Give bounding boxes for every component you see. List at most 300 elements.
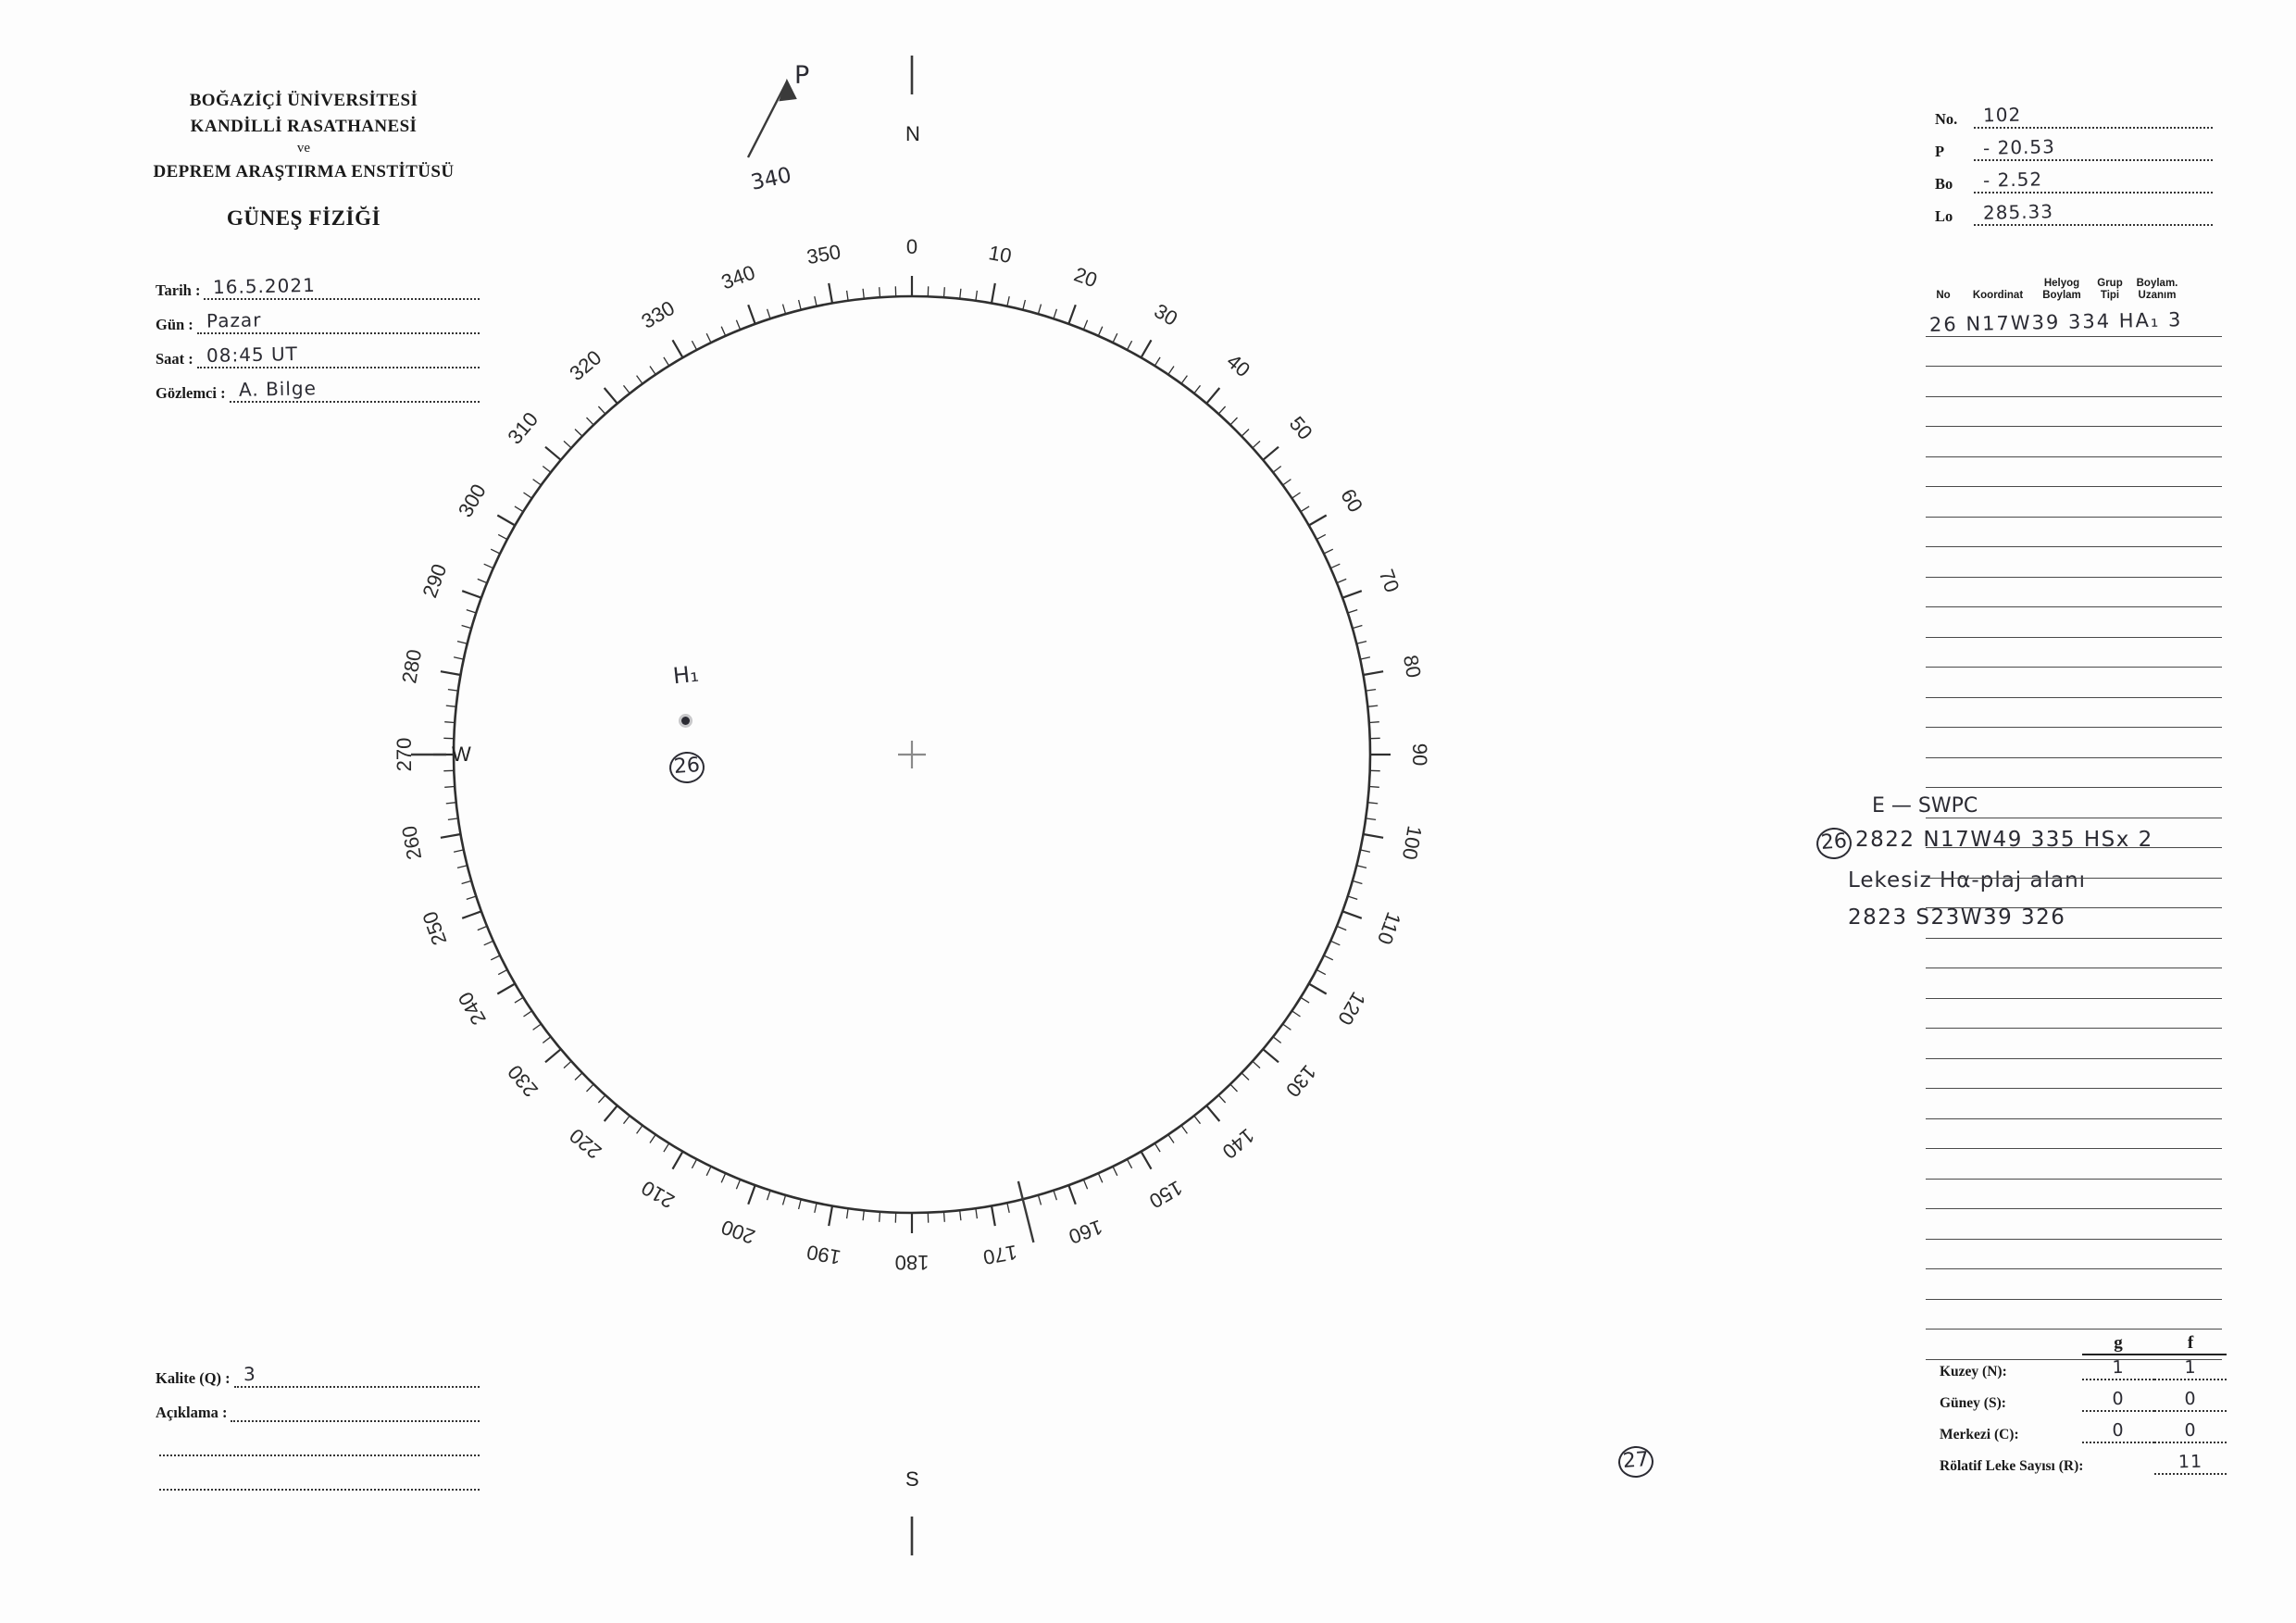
limb-degree-label: 20 [1070, 262, 1101, 293]
limb-minor-tick [1366, 818, 1376, 820]
limb-minor-tick [446, 705, 456, 706]
limb-minor-tick [575, 430, 582, 437]
summary-north-g-value: 1 [2112, 1356, 2125, 1379]
limb-minor-tick [863, 289, 864, 299]
table-row[interactable] [1926, 1240, 2222, 1270]
limb-major-tick [1206, 1105, 1219, 1121]
field-bo[interactable] [1935, 168, 2213, 194]
limb-minor-tick [799, 1199, 802, 1209]
table-row[interactable] [1926, 939, 2222, 969]
limb-minor-tick [491, 955, 500, 960]
limb-degree-label: 260 [397, 824, 427, 862]
table-row[interactable] [1926, 999, 2222, 1030]
limb-minor-tick [976, 291, 978, 301]
table-row[interactable] [1926, 1059, 2222, 1090]
limb-minor-tick [706, 333, 711, 343]
limb-major-tick [748, 305, 755, 324]
field-saat-value: 08:45 UT [206, 342, 298, 368]
table-row[interactable] [1926, 968, 2222, 999]
limb-minor-tick [1242, 430, 1249, 437]
limb-degree-label: 310 [503, 407, 543, 449]
summary-center-f[interactable] [2154, 1419, 2227, 1443]
limb-degree-label: 0 [905, 234, 918, 258]
field-gun-value: Pazar [206, 308, 262, 332]
limb-minor-tick [1098, 1173, 1103, 1182]
limb-minor-tick [1369, 722, 1379, 723]
south-label: S [905, 1467, 919, 1491]
limb-minor-tick [1360, 657, 1370, 659]
table-row[interactable] [1926, 1300, 2222, 1330]
limb-major-tick [497, 984, 515, 994]
limb-degree-label: 10 [987, 241, 1014, 268]
limb-minor-tick [815, 1203, 817, 1213]
limb-minor-tick [815, 296, 817, 306]
field-bo-value: - 2.52 [1982, 168, 2043, 192]
limb-minor-tick [543, 467, 551, 473]
limb-major-tick [1364, 671, 1384, 675]
limb-degree-label: 210 [637, 1176, 679, 1214]
limb-minor-tick [1348, 896, 1357, 899]
field-tarih-value: 16.5.2021 [213, 273, 317, 299]
limb-minor-tick [484, 941, 493, 945]
limb-degree-label: 30 [1150, 298, 1182, 331]
limb-minor-tick [637, 376, 643, 384]
p-arrow-value: 340 [748, 163, 794, 195]
limb-minor-tick [454, 850, 464, 852]
limb-minor-tick [1098, 327, 1103, 336]
limb-major-tick [462, 911, 481, 918]
field-p-value: - 20.53 [1982, 135, 2056, 159]
limb-major-tick [1309, 984, 1327, 994]
table-row[interactable] [1926, 1119, 2222, 1150]
field-no[interactable] [1935, 103, 2213, 129]
field-p[interactable] [1935, 135, 2213, 161]
limb-major-tick [673, 1152, 683, 1169]
summary-column-f: f [2154, 1333, 2227, 1355]
limb-major-tick [748, 1185, 755, 1205]
limb-minor-tick [960, 1210, 961, 1220]
limb-minor-tick [478, 579, 487, 582]
pencil-position-mark [1018, 1181, 1034, 1242]
limb-minor-tick [783, 305, 786, 315]
limb-minor-tick [533, 1024, 542, 1030]
limb-major-tick [462, 591, 481, 598]
table-row[interactable] [1926, 337, 2222, 368]
limb-minor-tick [767, 309, 770, 318]
field-gozlemci-label: Gözlemci : [156, 384, 226, 402]
limb-minor-tick [467, 610, 476, 613]
summary-south-g[interactable] [2082, 1388, 2154, 1412]
limb-minor-tick [1181, 376, 1187, 384]
limb-minor-tick [637, 1126, 643, 1134]
limb-minor-tick [1253, 1061, 1260, 1067]
limb-minor-tick [1366, 690, 1376, 692]
summary-north-f-value: 1 [2184, 1356, 2197, 1379]
field-aciklama-label: Açıklama : [156, 1404, 228, 1421]
field-tarih-label: Tarih : [156, 281, 201, 299]
limb-major-tick [441, 671, 461, 675]
limb-minor-tick [1283, 1024, 1292, 1030]
limb-major-tick [545, 1049, 561, 1062]
limb-minor-tick [543, 1037, 551, 1043]
field-lo-input[interactable] [1974, 200, 2213, 226]
limb-minor-tick [664, 357, 669, 366]
limb-minor-tick [1038, 305, 1041, 315]
limb-major-tick [1142, 1152, 1152, 1169]
limb-minor-tick [624, 385, 630, 393]
limb-minor-tick [1369, 787, 1379, 788]
swpc-region-line-2: Lekesiz Hα-plaj alanı [1848, 868, 2087, 893]
limb-minor-tick [444, 787, 455, 788]
limb-major-tick [605, 1105, 618, 1121]
limb-minor-tick [564, 1061, 571, 1067]
summary-label-north: Kuzey (N): [1940, 1364, 2007, 1380]
limb-degree-label: 350 [805, 240, 842, 269]
limb-major-tick [1068, 1185, 1076, 1205]
limb-minor-tick [1324, 549, 1333, 554]
west-label: W [452, 743, 471, 766]
limb-minor-tick [721, 327, 726, 336]
column-header-helyog-boylam: Helyog Boylam [2042, 278, 2081, 302]
table-row[interactable] [1926, 367, 2222, 397]
table-row[interactable] [1926, 758, 2222, 789]
table-row[interactable] [1926, 397, 2222, 428]
limb-minor-tick [462, 626, 472, 629]
table-row[interactable] [1926, 1209, 2222, 1240]
institution-line-3: ve [296, 141, 311, 156]
right-header-form [1935, 103, 2213, 236]
sunspot-marker-26 [681, 717, 690, 725]
field-no-value: 102 [1982, 103, 2022, 127]
disk-center-mark [898, 741, 926, 768]
limb-degree-label: 40 [1222, 349, 1255, 382]
limb-major-tick [1142, 340, 1152, 357]
summary-relative-value-cell[interactable] [2154, 1451, 2227, 1475]
summary-label-center: Merkezi (C): [1940, 1427, 2019, 1442]
limb-major-tick [1206, 388, 1219, 404]
limb-minor-tick [847, 1208, 849, 1218]
p-angle-arrow [748, 81, 795, 157]
limb-degree-label: 180 [894, 1251, 930, 1275]
limb-degree-label: 270 [392, 737, 416, 772]
limb-minor-tick [1273, 467, 1281, 473]
limb-degree-label: 140 [1217, 1123, 1259, 1164]
limb-minor-tick [1330, 941, 1340, 945]
p-arrow-label: P [794, 61, 810, 90]
limb-major-tick [992, 1206, 995, 1227]
field-gun-label: Gün : [156, 316, 193, 333]
limb-degree-label: 100 [1397, 824, 1427, 862]
sunspot-group-table [1926, 278, 2222, 1360]
limb-minor-tick [1367, 705, 1378, 706]
limb-minor-tick [448, 818, 458, 820]
limb-minor-tick [1007, 296, 1009, 306]
limb-minor-tick [575, 1073, 582, 1080]
column-header-boylam-uzanim: Boylam. Uzanım [2136, 278, 2178, 302]
field-gozlemci-value: A. Bilge [238, 377, 317, 401]
table-row[interactable] [1926, 518, 2222, 548]
summary-label-south: Güney (S): [1940, 1395, 2006, 1411]
limb-minor-tick [1301, 506, 1309, 512]
table-header-row [1926, 278, 2222, 305]
limb-minor-tick [1242, 1073, 1249, 1080]
limb-minor-tick [448, 690, 458, 692]
limb-minor-tick [1360, 850, 1370, 852]
limb-minor-tick [1356, 866, 1366, 868]
limb-degree-label: 90 [1408, 743, 1432, 767]
swpc-region-line-3: 2823 S23W39 326 [1848, 905, 2066, 930]
limb-minor-tick [847, 291, 849, 301]
limb-degree-label: 320 [565, 345, 606, 386]
summary-center-f-value: 0 [2184, 1419, 2197, 1442]
table-row[interactable] [1926, 578, 2222, 608]
limb-major-tick [1263, 1049, 1279, 1062]
limb-degree-label: 290 [418, 560, 452, 601]
department-title: GÜNEŞ FİZİĞİ [226, 206, 381, 231]
limb-minor-tick [1337, 579, 1346, 582]
limb-minor-tick [1194, 1116, 1201, 1124]
limb-minor-tick [1324, 955, 1333, 960]
table-body [1926, 306, 2222, 1360]
limb-degree-label: 130 [1280, 1060, 1321, 1102]
limb-minor-tick [1083, 320, 1087, 330]
summary-south-f[interactable] [2154, 1388, 2227, 1412]
limb-minor-tick [736, 1180, 740, 1189]
limb-minor-tick [944, 287, 945, 297]
field-p-label: P [1935, 143, 1945, 160]
summary-south-g-value: 0 [2112, 1388, 2125, 1410]
limb-major-tick [441, 834, 461, 838]
limb-degree-label: 80 [1398, 653, 1426, 680]
limb-degree-label: 120 [1333, 988, 1371, 1030]
summary-row-center[interactable] [1940, 1420, 2227, 1443]
limb-minor-tick [457, 642, 468, 644]
solar-disk-diagram [392, 56, 1432, 1555]
limb-minor-tick [1292, 493, 1300, 498]
limb-degree-label: 110 [1372, 908, 1406, 948]
limb-minor-tick [1301, 997, 1309, 1003]
table-row[interactable] [1926, 638, 2222, 668]
limb-minor-tick [1218, 1095, 1225, 1103]
summary-center-g-value: 0 [2112, 1419, 2125, 1442]
limb-degree-label: 280 [397, 647, 427, 685]
limb-minor-tick [444, 722, 455, 723]
solar-disk-svg [392, 56, 1432, 1555]
limb-minor-tick [467, 896, 476, 899]
limb-minor-tick [692, 1159, 696, 1168]
limb-degree-label: 300 [453, 480, 491, 521]
limb-minor-tick [1316, 534, 1326, 539]
limb-degree-label: 200 [718, 1215, 758, 1249]
limb-major-tick [545, 447, 561, 460]
limb-minor-tick [736, 320, 740, 330]
table-row-text: 26 N17W39 334 HA₁ 3 [1928, 308, 2183, 336]
table-row[interactable] [1926, 607, 2222, 638]
limb-minor-tick [1127, 341, 1131, 350]
table-row[interactable] [1926, 788, 2222, 818]
field-saat-label: Saat : [156, 350, 193, 368]
summary-relative-value: 11 [2177, 1451, 2203, 1473]
limb-minor-tick [1113, 333, 1117, 343]
limb-degree-label: 330 [637, 295, 679, 333]
summary-row-north[interactable] [1940, 1357, 2227, 1380]
limb-minor-tick [783, 1195, 786, 1205]
summary-north-f[interactable] [2154, 1356, 2227, 1380]
field-bo-label: Bo [1935, 175, 1953, 193]
limb-degree-label: 220 [565, 1123, 606, 1164]
limb-degree-label: 60 [1336, 484, 1368, 517]
limb-minor-tick [1230, 418, 1238, 425]
summary-row-relative[interactable] [1940, 1452, 2227, 1475]
limb-minor-tick [1230, 1084, 1238, 1092]
table-row[interactable] [1926, 457, 2222, 488]
limb-degree-label: 50 [1284, 411, 1317, 444]
table-row[interactable] [1926, 1089, 2222, 1119]
limb-minor-tick [1330, 564, 1340, 568]
limb-minor-tick [960, 289, 961, 299]
summary-column-headers [1940, 1333, 2227, 1355]
table-row[interactable] [1926, 487, 2222, 518]
field-kalite-value: 3 [243, 1362, 256, 1386]
column-header-no: No [1936, 290, 1951, 302]
table-row[interactable] [1926, 1149, 2222, 1180]
field-kalite-label: Kalite (Q) : [156, 1369, 231, 1387]
limb-minor-tick [515, 997, 523, 1003]
sunspot-label-26: 26 [668, 751, 705, 785]
limb-minor-tick [491, 549, 500, 554]
limb-minor-tick [1154, 1143, 1160, 1152]
limb-minor-tick [462, 880, 472, 883]
limb-minor-tick [1113, 1167, 1117, 1176]
table-row[interactable] [1926, 1180, 2222, 1210]
limb-minor-tick [533, 480, 542, 485]
limb-minor-tick [1337, 926, 1346, 930]
table-row[interactable] [1926, 848, 2222, 879]
table-row[interactable] [1926, 879, 2222, 909]
limb-minor-tick [767, 1191, 770, 1200]
table-row[interactable] [1926, 1269, 2222, 1300]
summary-label-relative: Rölatif Leke Sayısı (R): [1940, 1458, 2084, 1474]
field-p-input[interactable] [1974, 135, 2213, 161]
table-row[interactable] [1926, 818, 2222, 849]
limb-major-tick [1263, 447, 1279, 460]
institution-line-4: DEPREM ARAŞTIRMA ENSTİTÜSÜ [153, 161, 455, 181]
limb-degree-label: 190 [805, 1240, 842, 1269]
table-row[interactable] [1926, 698, 2222, 729]
limb-minor-tick [598, 406, 605, 414]
limb-degree-label: 230 [503, 1060, 543, 1102]
limb-minor-tick [457, 866, 468, 868]
limb-minor-tick [1273, 1037, 1281, 1043]
limb-major-tick [1068, 305, 1076, 324]
table-row[interactable] [1926, 1029, 2222, 1059]
limb-minor-tick [484, 564, 493, 568]
limb-minor-tick [706, 1167, 711, 1176]
limb-minor-tick [515, 506, 523, 512]
limb-major-tick [1309, 516, 1327, 526]
limb-minor-tick [587, 418, 594, 425]
summary-row-south[interactable] [1940, 1389, 2227, 1412]
limb-minor-tick [721, 1173, 726, 1182]
limb-degree-label: 240 [453, 988, 491, 1030]
limb-minor-tick [650, 1134, 655, 1142]
limb-minor-tick [1353, 626, 1363, 629]
limb-degree-label: 70 [1374, 566, 1404, 596]
table-row[interactable] [1926, 427, 2222, 457]
limb-minor-tick [976, 1208, 978, 1218]
column-header-grup-tipi: Grup Tipi [2097, 278, 2123, 302]
limb-degree-label: 340 [718, 260, 758, 294]
summary-south-f-value: 0 [2184, 1388, 2197, 1410]
limb-major-tick [1364, 834, 1384, 838]
limb-minor-tick [446, 803, 456, 804]
field-lo[interactable] [1935, 200, 2213, 226]
institution-line-2: KANDİLLİ RASATHANESİ [190, 116, 418, 136]
summary-block [1940, 1333, 2227, 1483]
limb-major-tick [497, 516, 515, 526]
limb-minor-tick [1023, 300, 1026, 310]
column-header-koordinat: Koordinat [1972, 290, 2024, 302]
limb-minor-tick [1007, 1203, 1009, 1213]
limb-minor-tick [1054, 1191, 1056, 1200]
field-no-input[interactable] [1974, 103, 2213, 129]
summary-center-g[interactable] [2082, 1419, 2154, 1443]
table-row[interactable] [1926, 306, 2222, 337]
limb-minor-tick [1253, 441, 1260, 447]
limb-minor-tick [624, 1116, 630, 1124]
limb-minor-tick [564, 441, 571, 447]
table-row[interactable] [1926, 908, 2222, 939]
summary-column-g: g [2082, 1333, 2154, 1355]
limb-major-tick [1342, 591, 1362, 598]
swpc-source-label: E — SWPC [1872, 794, 1978, 818]
limb-minor-tick [1038, 1195, 1041, 1205]
limb-minor-tick [598, 1095, 605, 1103]
limb-minor-tick [1218, 406, 1225, 414]
field-lo-value: 285.33 [1982, 200, 2054, 224]
limb-minor-tick [454, 657, 464, 659]
limb-minor-tick [1348, 610, 1357, 613]
limb-minor-tick [1316, 969, 1326, 974]
limb-minor-tick [478, 926, 487, 930]
limb-minor-tick [498, 969, 507, 974]
field-bo-input[interactable] [1974, 168, 2213, 194]
limb-minor-tick [1353, 880, 1363, 883]
limb-minor-tick [587, 1084, 594, 1092]
swpc-region-line-1: 2822 N17W49 335 HSx 2 [1855, 828, 2153, 852]
limb-minor-tick [1181, 1126, 1187, 1134]
north-label: N [905, 122, 920, 145]
table-row[interactable] [1926, 728, 2222, 758]
limb-minor-tick [692, 341, 696, 350]
table-row[interactable] [1926, 547, 2222, 578]
table-row[interactable] [1926, 668, 2222, 698]
limb-minor-tick [1127, 1159, 1131, 1168]
limb-minor-tick [863, 1210, 864, 1220]
limb-minor-tick [650, 367, 655, 375]
field-lo-label: Lo [1935, 207, 1953, 225]
field-no-label: No. [1935, 110, 1958, 128]
limb-degree-label: 170 [981, 1240, 1019, 1269]
summary-north-g[interactable] [2082, 1356, 2154, 1380]
limb-minor-tick [799, 300, 802, 310]
limb-major-tick [992, 283, 995, 304]
limb-minor-tick [524, 1011, 532, 1017]
limb-degree-label: 160 [1066, 1215, 1106, 1249]
sunspot-label-27: 27 [1617, 1445, 1654, 1479]
limb-major-tick [829, 1206, 832, 1227]
limb-minor-tick [1054, 309, 1056, 318]
